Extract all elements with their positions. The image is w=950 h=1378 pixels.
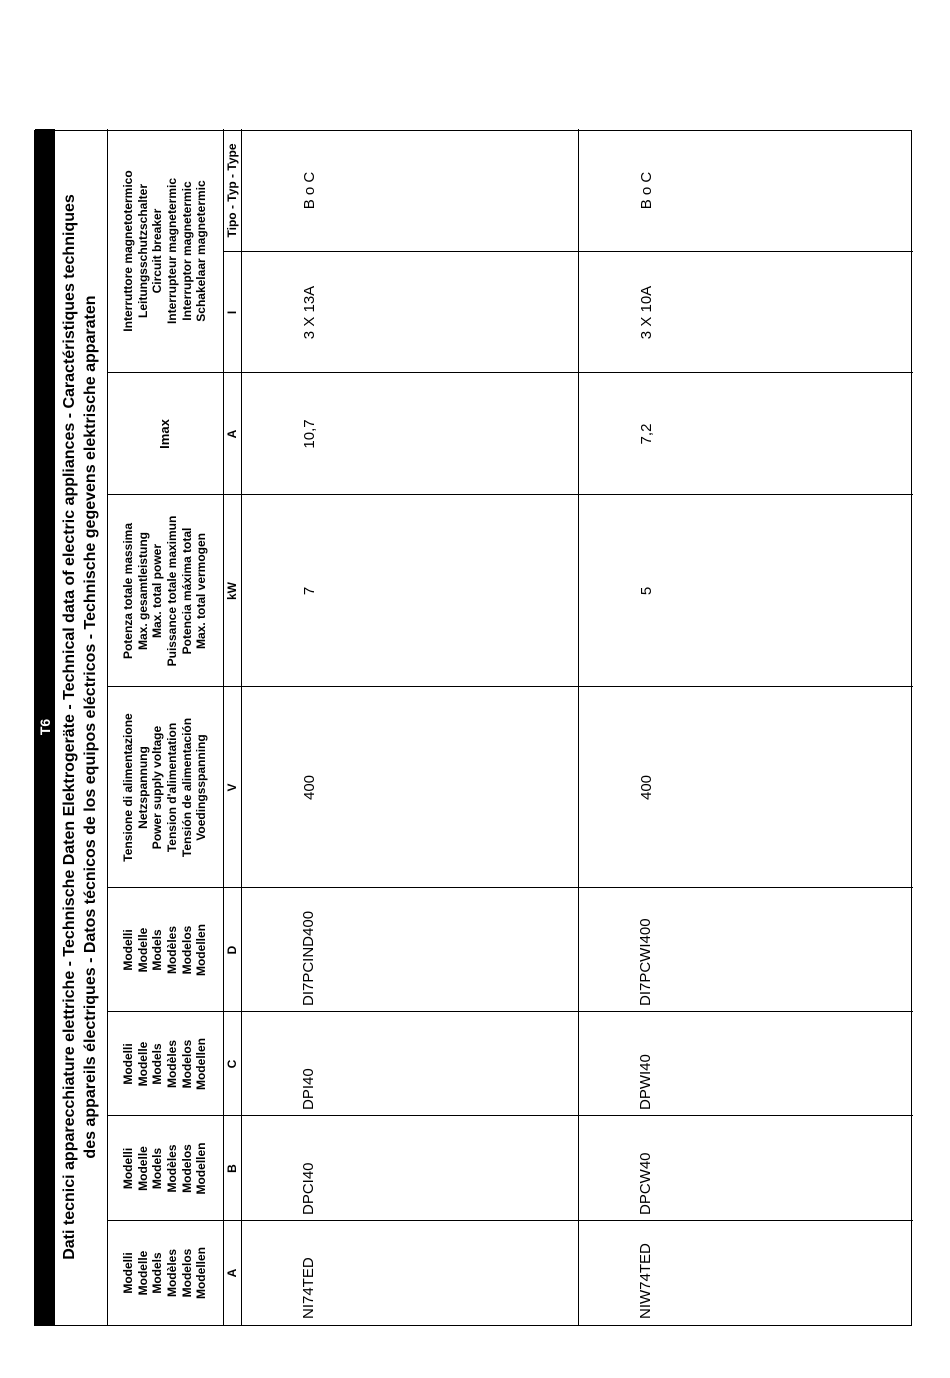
header-line: Modelle <box>135 1250 150 1296</box>
row2-voltage: 400 <box>637 774 655 801</box>
header-line: Modelos <box>179 1039 194 1089</box>
table-code: T6 <box>37 718 53 736</box>
row1-imax: 10,7 <box>300 419 318 449</box>
unit-current: I <box>225 310 239 315</box>
row2-model-c: DPWI40 <box>637 1054 654 1110</box>
header-line: Max. total power <box>150 544 165 639</box>
title-line-1: Dati tecnici apparecchiature elettriche - Technische Daten Elektrogeräte - Technical data of electric appliances - Caractéristiques techniques <box>61 194 78 1260</box>
header-line: Potencia máxima total <box>179 527 194 655</box>
row1-type: B o C <box>300 171 318 210</box>
divider <box>241 129 242 1325</box>
header-line: Modellen <box>194 1142 209 1195</box>
header-line: Potenza totale massima <box>121 522 136 660</box>
header-line: Netzspannung <box>135 746 150 829</box>
header-line: Modelle <box>135 1146 150 1191</box>
model-b-header <box>107 1116 223 1221</box>
table-title <box>55 129 105 1325</box>
header-line: Modelos <box>179 1144 194 1193</box>
header-line: Modelli <box>121 1252 136 1294</box>
header-line: Models <box>150 1147 165 1190</box>
row1-current: 3 X 13A <box>300 285 318 340</box>
header-line: Modellen <box>194 1038 209 1091</box>
header-line: Models <box>150 929 165 971</box>
technical-data-table <box>34 130 912 1326</box>
model-c-header <box>107 1012 223 1116</box>
row1-power: 7 <box>300 586 318 596</box>
row1-model-b: DPCI40 <box>300 1162 317 1215</box>
row2-current: 3 X 10A <box>637 285 655 340</box>
header-line: Tensión de alimentación <box>179 717 194 858</box>
header-line: Interruptor magnetermic <box>179 181 194 321</box>
table-code-band <box>35 129 55 1325</box>
divider <box>578 129 579 1325</box>
header-line: Modellen <box>194 1247 209 1300</box>
unit-d: D <box>225 945 239 955</box>
header-line: Tensione di alimentazione <box>121 713 136 862</box>
unit-type: Tipo - Typ - Type <box>225 143 239 238</box>
breaker-header <box>107 129 223 373</box>
unit-a: A <box>225 1268 239 1278</box>
title-line-2: des appareils électriques - Datos técnicos de los equipos eléctricos - Technische gegevens elektrische apparaten <box>82 295 99 1159</box>
row1-model-a: NI74TED <box>300 1257 317 1319</box>
header-line: Interruttore magnetotermico <box>121 170 136 332</box>
header-line: Modelli <box>121 929 136 971</box>
model-a-header <box>107 1221 223 1325</box>
header-line: Max. total vermogen <box>194 532 209 650</box>
header-line: Imax <box>156 419 172 449</box>
row1-model-d: DI7PCIND400 <box>300 910 317 1006</box>
header-line: Schakelaar magnetermic <box>194 180 209 322</box>
rotated-table-area <box>34 130 912 1326</box>
header-line: Models <box>150 1252 165 1294</box>
power-header <box>107 495 223 687</box>
header-line: Models <box>150 1043 165 1085</box>
unit-voltage: V <box>225 783 239 792</box>
unit-c: C <box>225 1059 239 1069</box>
header-line: Circuit breaker <box>150 208 165 294</box>
header-line: Modèles <box>165 1249 179 1298</box>
header-line: Tension d'alimentation <box>165 722 179 853</box>
header-line: Max. gesamtleistung <box>135 531 150 651</box>
header-line: Modellen <box>194 924 209 977</box>
header-line: Interrupteur magnetermic <box>165 177 179 325</box>
row2-type: B o C <box>637 171 655 210</box>
imax-header <box>107 373 223 495</box>
row1-model-c: DPI40 <box>300 1068 317 1110</box>
header-line: Modelli <box>121 1147 136 1190</box>
row2-model-a: NIW74TED <box>637 1243 654 1319</box>
header-line: Power supply voltage <box>150 725 165 850</box>
model-d-header <box>107 888 223 1012</box>
unit-imax: A <box>225 429 239 439</box>
row2-model-d: DI7PCWI400 <box>637 918 654 1006</box>
voltage-header <box>107 687 223 888</box>
unit-power: kW <box>225 582 239 600</box>
header-line: Modelle <box>135 927 150 973</box>
divider <box>223 251 913 252</box>
header-line: Modèles <box>165 1144 179 1193</box>
header-line: Leitungsschutzschalter <box>135 183 150 319</box>
header-line: Modelli <box>121 1043 136 1085</box>
header-line: Modelos <box>179 925 194 975</box>
header-line: Puissance totale maximun <box>165 515 179 667</box>
header-line: Modèles <box>165 1040 179 1089</box>
header-line: Modelos <box>179 1248 194 1298</box>
row2-imax: 7,2 <box>637 423 655 445</box>
row1-voltage: 400 <box>300 774 318 801</box>
header-line: Modelle <box>135 1041 150 1087</box>
header-line: Modèles <box>165 926 179 975</box>
header-line: Voedingsspanning <box>194 734 209 841</box>
unit-b: B <box>225 1164 239 1173</box>
row2-power: 5 <box>637 586 655 596</box>
row2-model-b: DPCW40 <box>637 1152 654 1215</box>
